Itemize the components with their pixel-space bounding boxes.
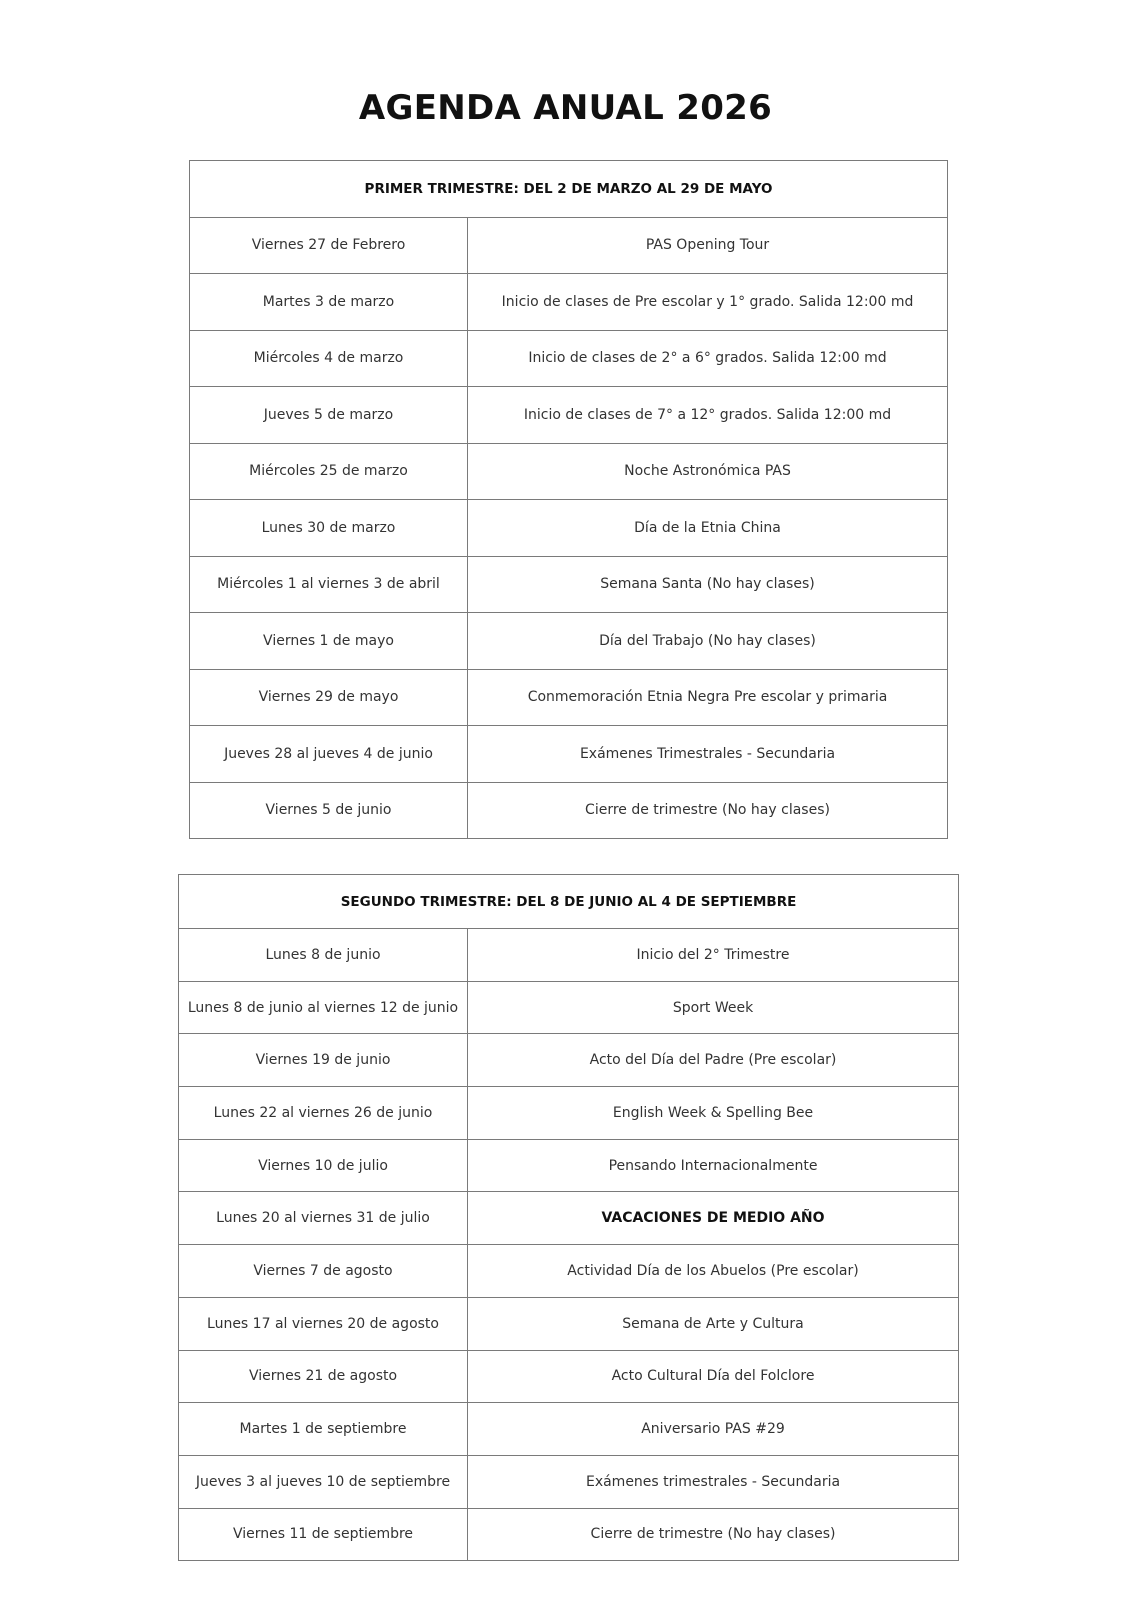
event-description: Conmemoración Etnia Negra Pre escolar y primaria: [468, 669, 948, 726]
event-date: Lunes 8 de junio al viernes 12 de junio: [179, 981, 468, 1034]
table-row: [190, 782, 948, 839]
event-description: PAS Opening Tour: [468, 217, 948, 274]
event-description: Noche Astronómica PAS: [468, 443, 948, 500]
table-row: [179, 1455, 959, 1508]
event-description: Aniversario PAS #29: [468, 1403, 959, 1456]
table-row: [190, 330, 948, 387]
event-description: VACACIONES DE MEDIO AÑO: [468, 1192, 959, 1245]
event-date: Lunes 22 al viernes 26 de junio: [179, 1087, 468, 1140]
event-description: Cierre de trimestre (No hay clases): [468, 782, 948, 839]
event-date: Viernes 11 de septiembre: [179, 1508, 468, 1561]
event-description: Semana Santa (No hay clases): [468, 556, 948, 613]
primer-trimestre-header: PRIMER TRIMESTRE: DEL 2 DE MARZO AL 29 DE MAYO: [190, 161, 948, 218]
table-row: [190, 274, 948, 331]
event-description: Inicio de clases de 7° a 12° grados. Salida 12:00 md: [468, 387, 948, 444]
table-row: [179, 1297, 959, 1350]
table-row: [179, 1245, 959, 1298]
page-title: AGENDA ANUAL 2026: [358, 88, 773, 128]
event-description: Inicio de clases de 2° a 6° grados. Salida 12:00 md: [468, 330, 948, 387]
event-date: Viernes 29 de mayo: [190, 669, 468, 726]
table-row: [179, 1034, 959, 1087]
event-date: Lunes 30 de marzo: [190, 500, 468, 557]
event-date: Miércoles 4 de marzo: [190, 330, 468, 387]
event-date: Lunes 17 al viernes 20 de agosto: [179, 1297, 468, 1350]
event-date: Jueves 3 al jueves 10 de septiembre: [179, 1455, 468, 1508]
event-date: Viernes 27 de Febrero: [190, 217, 468, 274]
table-row: [179, 1087, 959, 1140]
table-row: [190, 726, 948, 783]
table-row: [190, 217, 948, 274]
event-description: Actividad Día de los Abuelos (Pre escolar): [468, 1245, 959, 1298]
event-date: Lunes 8 de junio: [179, 929, 468, 982]
table-row: [190, 556, 948, 613]
event-description: Cierre de trimestre (No hay clases): [468, 1508, 959, 1561]
event-date: Martes 1 de septiembre: [179, 1403, 468, 1456]
table-header-row: [190, 161, 948, 218]
event-description: Pensando Internacionalmente: [468, 1139, 959, 1192]
table-row: [179, 1139, 959, 1192]
event-date: Jueves 5 de marzo: [190, 387, 468, 444]
primer-trimestre-table: [189, 160, 948, 839]
event-description: Semana de Arte y Cultura: [468, 1297, 959, 1350]
event-date: Viernes 10 de julio: [179, 1139, 468, 1192]
table-row: [179, 929, 959, 982]
event-description: Exámenes trimestrales - Secundaria: [468, 1455, 959, 1508]
table-header-row: [179, 875, 959, 929]
event-date: Lunes 20 al viernes 31 de julio: [179, 1192, 468, 1245]
event-description: Acto Cultural Día del Folclore: [468, 1350, 959, 1403]
table-row: [179, 1350, 959, 1403]
event-description: Día de la Etnia China: [468, 500, 948, 557]
event-date: Miércoles 25 de marzo: [190, 443, 468, 500]
event-description: English Week & Spelling Bee: [468, 1087, 959, 1140]
event-date: Miércoles 1 al viernes 3 de abril: [190, 556, 468, 613]
event-date: Viernes 1 de mayo: [190, 613, 468, 670]
event-date: Jueves 28 al jueves 4 de junio: [190, 726, 468, 783]
event-description: Acto del Día del Padre (Pre escolar): [468, 1034, 959, 1087]
segundo-trimestre-table: [178, 874, 959, 1561]
table-row: [190, 387, 948, 444]
event-date: Viernes 19 de junio: [179, 1034, 468, 1087]
table-row: [190, 613, 948, 670]
table-row: [190, 669, 948, 726]
segundo-trimestre-header: SEGUNDO TRIMESTRE: DEL 8 DE JUNIO AL 4 DE SEPTIEMBRE: [179, 875, 959, 929]
event-description: Día del Trabajo (No hay clases): [468, 613, 948, 670]
event-date: Viernes 21 de agosto: [179, 1350, 468, 1403]
event-date: Viernes 7 de agosto: [179, 1245, 468, 1298]
table-row: [190, 443, 948, 500]
table-row: [179, 981, 959, 1034]
event-description: Inicio de clases de Pre escolar y 1° grado. Salida 12:00 md: [468, 274, 948, 331]
event-date: Martes 3 de marzo: [190, 274, 468, 331]
event-description: Sport Week: [468, 981, 959, 1034]
table-row: [190, 500, 948, 557]
event-description: Exámenes Trimestrales - Secundaria: [468, 726, 948, 783]
event-description: Inicio del 2° Trimestre: [468, 929, 959, 982]
table-row: [179, 1192, 959, 1245]
event-date: Viernes 5 de junio: [190, 782, 468, 839]
table-row: [179, 1508, 959, 1561]
table-row: [179, 1403, 959, 1456]
